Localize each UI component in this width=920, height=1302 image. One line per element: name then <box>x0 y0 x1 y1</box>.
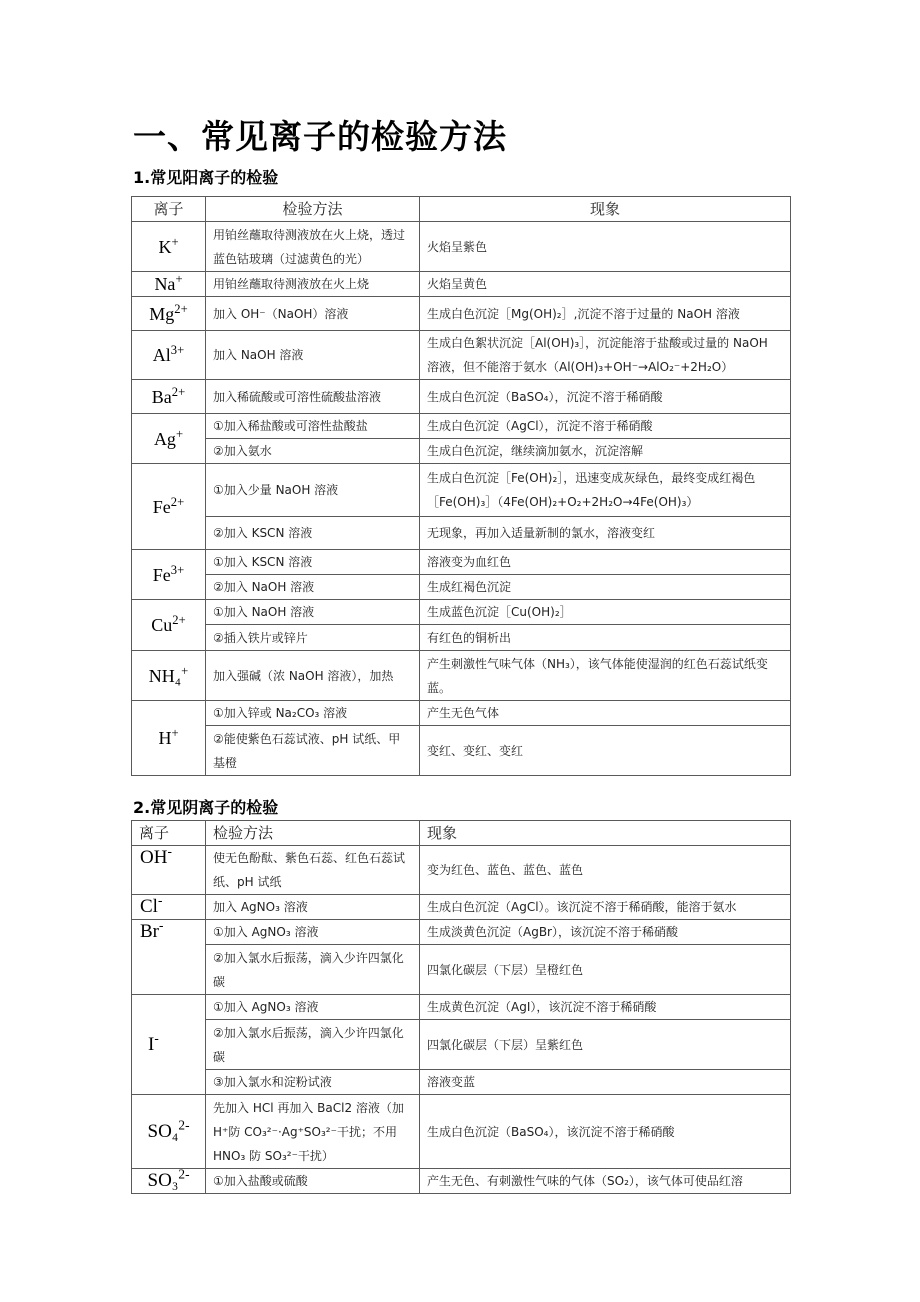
header-method: 检验方法 <box>206 197 420 222</box>
ion-cell: I- <box>132 995 206 1095</box>
ion-cell: $Al^{3+}$ <box>132 331 206 380</box>
table-header-row <box>132 197 791 222</box>
ion-cell: $Mg^{2+}$ <box>132 297 206 331</box>
method-cell: 用铂丝蘸取待测液放在火上烧 <box>206 272 420 297</box>
phenomenon-cell: 生成白色沉淀［Mg(OH)₂］,沉淀不溶于过量的 NaOH 溶液 <box>420 297 791 331</box>
table-row <box>132 464 791 517</box>
phenomenon-cell: 溶液变为血红色 <box>420 550 791 575</box>
ion-cell: NH₄+ <box>132 651 206 701</box>
phenomenon-cell: 火焰呈黄色 <box>420 272 791 297</box>
phenomenon-cell: 生成白色沉淀［Fe(OH)₂］，迅速变成灰绿色，最终变成红褐色［Fe(OH)₃］（4Fe(OH)₂+O₂+2H₂O→4Fe(OH)₃） <box>420 464 791 517</box>
cation-table <box>131 196 791 776</box>
page-title: 一、常见离子的检验方法 <box>133 117 507 156</box>
phenomenon-cell: 生成白色沉淀（BaSO₄），该沉淀不溶于稀硝酸 <box>420 1095 791 1169</box>
phenomenon-cell: 四氯化碳层（下层）呈橙红色 <box>420 945 791 995</box>
ion-cell: K+ <box>132 222 206 272</box>
method-cell: ②加入 NaOH 溶液 <box>206 575 420 600</box>
phenomenon-cell: 生成白色沉淀，继续滴加氨水，沉淀溶解 <box>420 439 791 464</box>
table-row <box>132 920 791 945</box>
table-row <box>132 846 791 895</box>
anion-table <box>131 820 791 1194</box>
table-row <box>132 439 791 464</box>
phenomenon-cell: 无现象，再加入适量新制的氯水，溶液变红 <box>420 517 791 550</box>
table-row <box>132 297 791 331</box>
method-cell: ①加入锌或 Na₂CO₃ 溶液 <box>206 701 420 726</box>
method-cell: ②加入氨水 <box>206 439 420 464</box>
ion-cell: Br- <box>132 920 206 995</box>
phenomenon-cell: 变红、变红、变红 <box>420 726 791 776</box>
ion-cell: $Fe^{3+}$ <box>132 550 206 600</box>
method-cell: ①加入 NaOH 溶液 <box>206 600 420 625</box>
method-cell: ②能使紫色石蕊试液、pH 试纸、甲基橙 <box>206 726 420 776</box>
header-ion: 离子 <box>132 821 206 846</box>
method-cell: 加入 OH⁻（NaOH）溶液 <box>206 297 420 331</box>
phenomenon-cell: 四氯化碳层（下层）呈紫红色 <box>420 1020 791 1070</box>
table-row <box>132 550 791 575</box>
method-cell: 加入 AgNO₃ 溶液 <box>206 895 420 920</box>
ion-cell: Ag+ <box>132 414 206 464</box>
method-cell: 使无色酚酞、紫色石蕊、红色石蕊试纸、pH 试纸 <box>206 846 420 895</box>
table-row <box>132 651 791 701</box>
table-row <box>132 726 791 776</box>
table-row <box>132 380 791 414</box>
phenomenon-cell: 产生无色气体 <box>420 701 791 726</box>
table-row <box>132 1070 791 1095</box>
phenomenon-cell: 有红色的铜析出 <box>420 625 791 651</box>
table-row <box>132 575 791 600</box>
ion-cell: $Ba^{2+}$ <box>132 380 206 414</box>
method-cell: ①加入盐酸或硫酸 <box>206 1169 420 1194</box>
table-row <box>132 1169 791 1194</box>
ion-cell: SO₃$^{2-}$ <box>132 1169 206 1194</box>
method-cell: ①加入 KSCN 溶液 <box>206 550 420 575</box>
method-cell: ②加入氯水后振荡，滴入少许四氯化碳 <box>206 1020 420 1070</box>
method-cell: ③加入氯水和淀粉试液 <box>206 1070 420 1095</box>
ion-cell: H+ <box>132 701 206 776</box>
table-row <box>132 1095 791 1169</box>
section-heading-anions: 2.常见阴离子的检验 <box>133 798 279 817</box>
method-cell: ②加入氯水后振荡，滴入少许四氯化碳 <box>206 945 420 995</box>
phenomenon-cell: 火焰呈紫色 <box>420 222 791 272</box>
ion-cell: OH- <box>132 846 206 895</box>
header-phenomenon: 现象 <box>420 821 791 846</box>
table-header-row <box>132 821 791 846</box>
method-cell: 先加入 HCl 再加入 BaCl2 溶液（加 H⁺防 CO₃²⁻·Ag⁺SO₃²⁻干扰；不用 HNO₃ 防 SO₃²⁻干扰） <box>206 1095 420 1169</box>
method-cell: 用铂丝蘸取待测液放在火上烧，透过蓝色钴玻璃（过滤黄色的光） <box>206 222 420 272</box>
header-ion: 离子 <box>132 197 206 222</box>
table-row <box>132 995 791 1020</box>
method-cell: 加入强碱（浓 NaOH 溶液），加热 <box>206 651 420 701</box>
table-row <box>132 895 791 920</box>
table-row <box>132 331 791 380</box>
ion-cell: SO₄$^{2-}$ <box>132 1095 206 1169</box>
header-phenomenon: 现象 <box>420 197 791 222</box>
phenomenon-cell: 产生刺激性气味气体（NH₃），该气体能使湿润的红色石蕊试纸变蓝。 <box>420 651 791 701</box>
method-cell: ②加入 KSCN 溶液 <box>206 517 420 550</box>
method-cell: ②插入铁片或锌片 <box>206 625 420 651</box>
phenomenon-cell: 生成黄色沉淀（AgI），该沉淀不溶于稀硝酸 <box>420 995 791 1020</box>
method-cell: 加入稀硫酸或可溶性硫酸盐溶液 <box>206 380 420 414</box>
table-row <box>132 600 791 625</box>
phenomenon-cell: 生成白色沉淀（AgCl），沉淀不溶于稀硝酸 <box>420 414 791 439</box>
phenomenon-cell: 生成白色沉淀（AgCl）。该沉淀不溶于稀硝酸，能溶于氨水 <box>420 895 791 920</box>
phenomenon-cell: 生成蓝色沉淀［Cu(OH)₂］ <box>420 600 791 625</box>
table-row <box>132 701 791 726</box>
ion-cell: $Cu^{2+}$ <box>132 600 206 651</box>
phenomenon-cell: 变为红色、蓝色、蓝色、蓝色 <box>420 846 791 895</box>
ion-cell: $Fe^{2+}$ <box>132 464 206 550</box>
table-row <box>132 517 791 550</box>
header-method: 检验方法 <box>206 821 420 846</box>
method-cell: ①加入稀盐酸或可溶性盐酸盐 <box>206 414 420 439</box>
phenomenon-cell: 生成白色沉淀（BaSO₄），沉淀不溶于稀硝酸 <box>420 380 791 414</box>
method-cell: 加入 NaOH 溶液 <box>206 331 420 380</box>
method-cell: ①加入少量 NaOH 溶液 <box>206 464 420 517</box>
phenomenon-cell: 生成淡黄色沉淀（AgBr），该沉淀不溶于稀硝酸 <box>420 920 791 945</box>
phenomenon-cell: 溶液变蓝 <box>420 1070 791 1095</box>
table-row <box>132 414 791 439</box>
phenomenon-cell: 生成红褐色沉淀 <box>420 575 791 600</box>
table-row <box>132 1020 791 1070</box>
table-row <box>132 272 791 297</box>
section-heading-cations: 1.常见阳离子的检验 <box>133 168 279 187</box>
ion-cell: Na+ <box>132 272 206 297</box>
table-row <box>132 945 791 995</box>
method-cell: ①加入 AgNO₃ 溶液 <box>206 920 420 945</box>
phenomenon-cell: 产生无色、有刺激性气味的气体（SO₂），该气体可使品红溶 <box>420 1169 791 1194</box>
method-cell: ①加入 AgNO₃ 溶液 <box>206 995 420 1020</box>
ion-cell: Cl- <box>132 895 206 920</box>
phenomenon-cell: 生成白色絮状沉淀［Al(OH)₃］，沉淀能溶于盐酸或过量的 NaOH 溶液，但不能溶于氨水（Al(OH)₃+OH⁻→AlO₂⁻+2H₂O） <box>420 331 791 380</box>
table-row <box>132 625 791 651</box>
table-row <box>132 222 791 272</box>
